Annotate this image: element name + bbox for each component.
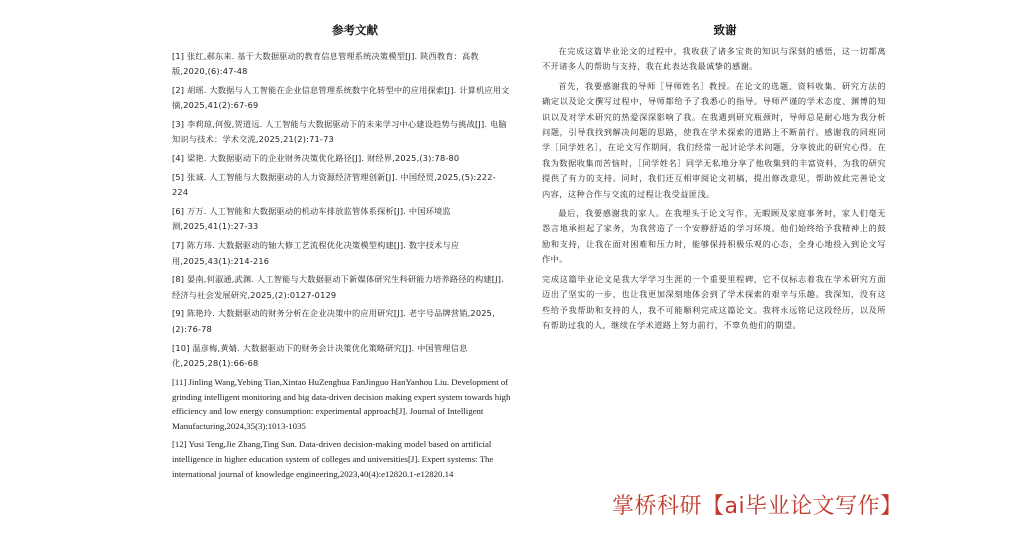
reference-item: [2] 胡瑶. 大数据与人工智能在企业信息管理系统数字化转型中的应用探索[J]. 计算机应用文摘,2025,41(2):67-69 bbox=[172, 85, 510, 111]
reference-item: [9] 陈艳玲. 大数据驱动的财务分析在企业决策中的应用研究[J]. 老字号品牌营销,2025,(2):76-78 bbox=[172, 308, 495, 334]
reference-item: [4] 梁艳. 大数据驱动下的企业财务决策优化路径[J]. 财经界,2025,(3):78-80 bbox=[172, 153, 460, 164]
acknowledgement-paragraph: 完成这篇毕业论文是我大学学习生涯的一个重要里程碑，它不仅标志着我在学术研究方面迈出了坚实的一步，也让我更加深刻地体会到了学术探索的艰辛与乐趣。我深知，没有这些给予我帮助和支持的人，我不可能顺利完成这篇论文。我将永远铭记这段经历，以及所有帮助过我的人，继续在学术道路上努力前行，不辜负他们的期望。 bbox=[542, 273, 886, 330]
acknowledgement-paragraph: 首先，我要感谢我的导师［导师姓名］教授。在论文的选题、资料收集、研究方法的确定以及论文撰写过程中，导师都给予了我悉心的指导。导师严谨的学术态度、渊博的知识以及对学术研究的热爱深深影响了我。在我遇到研究瓶颈时，导师总是耐心地为我分析问题，引导我找到解决问题的思路，使我在学术探索的道路上不断前行。感谢我的同班同学［同学姓名］，在论文写作期间，我们经常一起讨论学术问题，分享彼此的研究心得。在我为数据收集而苦恼时，［同学姓名］同学无私地分享了他收集到的丰富资料，为我的研究提供了有力的支持。同时，我们还互相审阅论文初稿，提出修改意见，帮助彼此完善论文内容，这种合作与交流的过程让我受益匪浅。 bbox=[542, 80, 886, 199]
references-page bbox=[170, 0, 540, 538]
reference-item: [5] 张诚. 人工智能与大数据驱动的人力资源经济管理创新[J]. 中国经贸,2025,(5):222-224 bbox=[172, 172, 496, 198]
reference-list bbox=[172, 49, 512, 485]
watermark-text: 掌桥科研【ai毕业论文写作】 bbox=[612, 494, 903, 519]
acknowledgement-title: 致谢 bbox=[713, 23, 737, 37]
reference-item: [12] Yusi Teng,Jie Zhang,Ting Sun. Data-driven decision-making model based on artificial intelligence in higher education system of colleges and universities[J]. Expert systems: The international journal of knowledge engineering,2023,40(4):e12820.1-e12820.14 bbox=[172, 439, 494, 480]
references-title: 参考文献 bbox=[332, 23, 378, 37]
acknowledgement-paragraph: 最后，我要感谢我的家人。在我埋头于论文写作，无暇顾及家庭事务时，家人们毫无怨言地承担起了家务，为我营造了一个安静舒适的学习环境。他们始终给予我精神上的鼓励和支持，让我在面对困难和压力时，能够保持积极乐观的心态，全身心地投入到论文写作中。 bbox=[542, 208, 886, 265]
acknowledgement-paragraph: 在完成这篇毕业论文的过程中，我收获了诸多宝贵的知识与深刻的感悟，这一切都离不开诸多人的帮助与支持，我在此表达我最诚挚的感谢。 bbox=[542, 46, 886, 72]
acknowledgement-body bbox=[542, 44, 886, 337]
reference-item: [6] 万万. 人工智能和大数据驱动的机动车排放监管体系探析[J]. 中国环境监测,2025,41(1):27-33 bbox=[172, 206, 451, 232]
reference-item: [3] 李莉琼,何俊,贺道远. 人工智能与大数据驱动下的未来学习中心建设趋势与挑战[J]. 电脑知识与技术：学术交流,2025,21(2):71-73 bbox=[172, 119, 507, 145]
reference-item: [8] 晏南,何淑通,武渊. 人工智能与大数据驱动下新媒体研究生科研能力培养路径的构建[J]. 经济与社会发展研究,2025,(2):0127-0129 bbox=[172, 274, 504, 300]
reference-item: [11] Jinling Wang,Yebing Tian,Xintao HuZenghua FanJinguo HanYanhou Liu. Development of grinding intelligent monitoring and big data-driven decision making expert system towards high efficiency and low energy consumption: experimental approach[J]. Journal of Intelligent Manufacturing,2024,35(3):1013-1035 bbox=[172, 376, 511, 432]
acknowledgement-page bbox=[540, 0, 910, 538]
reference-item: [1] 张红,郝东来. 基于大数据驱动的教育信息管理系统决策模型[J]. 陕西教育：高教版,2020,(6):47-48 bbox=[172, 51, 479, 77]
reference-item: [10] 温彦梅,黄婧. 大数据驱动下的财务会计决策优化策略研究[J]. 中国管理信息化,2025,28(1):66-68 bbox=[172, 342, 468, 368]
reference-item: [7] 陈方玮. 大数据驱动的轴大修工艺流程优化决策模型构建[J]. 数字技术与应用,2025,43(1):214-216 bbox=[172, 240, 460, 266]
